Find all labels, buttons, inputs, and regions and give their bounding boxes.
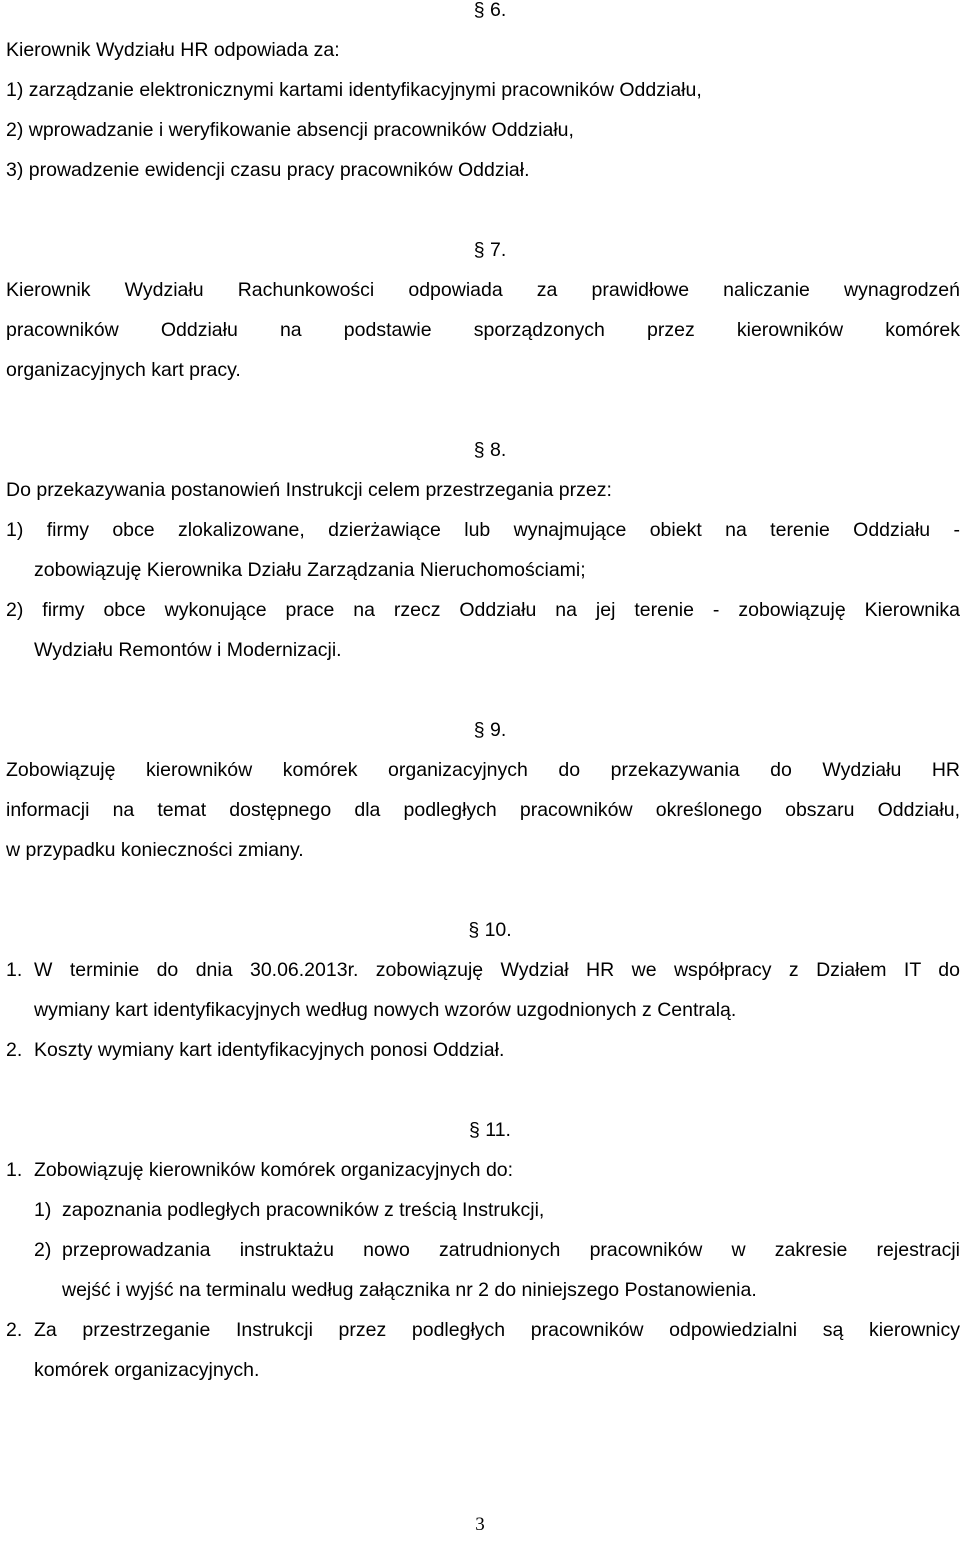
section-7-line-2: pracowników Oddziału na podstawie sporządzonych przez kierowników komórek — [6, 319, 960, 341]
section-7 — [6, 230, 960, 390]
section-11-point-1-line-1: Zobowiązuję kierowników komórek organizacyjnych do: — [34, 1159, 514, 1181]
section-10-heading: § 10. — [468, 919, 512, 941]
section-10 — [6, 910, 960, 1070]
section-8 — [6, 430, 960, 670]
section-8-item-2-line-1: 2) firmy obce wykonujące prace na rzecz Oddziału na jej terenie - zobowiązuję Kierownika — [6, 599, 960, 621]
section-10-point-2-line-1: Koszty wymiany kart identyfikacyjnych ponosi Oddział. — [34, 1039, 505, 1061]
section-11-point-2 — [6, 1310, 960, 1390]
section-8-heading: § 8. — [473, 439, 507, 461]
section-11-subpoint-2-line-1: przeprowadzania instruktażu nowo zatrudnionych pracowników w zakresie rejestracji — [62, 1239, 960, 1261]
section-11-point-2-number: 2. — [6, 1319, 23, 1341]
section-10-point-2 — [6, 1030, 960, 1070]
section-10-point-1-line-1: W terminie do dnia 30.06.2013r. zobowiązuję Wydział HR we współpracy z Działem IT do — [34, 959, 960, 981]
section-9-heading: § 9. — [473, 719, 507, 741]
section-9-line-2: informacji na temat dostępnego dla podległych pracowników określonego obszaru Oddziału, — [6, 799, 960, 821]
section-7-line-1: Kierownik Wydziału Rachunkowości odpowiada za prawidłowe naliczanie wynagrodzeń — [6, 279, 960, 301]
section-11-subpoint-2-number: 2) — [34, 1239, 52, 1261]
section-11-point-2-line-1: Za przestrzeganie Instrukcji przez podległych pracowników odpowiedzialni są kierownicy — [34, 1319, 960, 1341]
section-8-intro: Do przekazywania postanowień Instrukcji celem przestrzegania przez: — [6, 479, 612, 501]
section-11-heading: § 11. — [469, 1119, 511, 1141]
section-8-item-1-line-1: 1) firmy obce zlokalizowane, dzierżawiące lub wynajmujące obiekt na terenie Oddziału - — [6, 519, 960, 541]
section-6-intro: Kierownik Wydziału HR odpowiada za: — [6, 39, 340, 61]
section-6 — [6, 0, 960, 190]
section-10-point-1-line-2: wymiany kart identyfikacyjnych według nowych wzorów uzgodnionych z Centralą. — [34, 999, 737, 1021]
section-10-point-1 — [6, 950, 960, 1030]
section-9 — [6, 710, 960, 870]
section-11-point-2-line-2: komórek organizacyjnych. — [34, 1359, 260, 1381]
page-number: 3 — [475, 1514, 485, 1535]
section-6-item-3: 3) prowadzenie ewidencji czasu pracy pracowników Oddział. — [6, 159, 530, 181]
section-6-item-2: 2) wprowadzanie i weryfikowanie absencji pracowników Oddziału, — [6, 119, 574, 141]
section-9-line-1: Zobowiązuję kierowników komórek organizacyjnych do przekazywania do Wydziału HR — [6, 759, 960, 781]
section-10-point-2-number: 2. — [6, 1039, 23, 1061]
section-11 — [6, 1110, 960, 1390]
section-8-item-2-line-2: Wydziału Remontów i Modernizacji. — [34, 639, 342, 661]
section-8-item-1-line-2: zobowiązuję Kierownika Działu Zarządzania Nieruchomościami; — [34, 559, 586, 581]
section-11-subpoint-1-number: 1) — [34, 1199, 52, 1221]
section-7-heading: § 7. — [473, 239, 507, 261]
section-6-heading: § 6. — [473, 0, 507, 21]
section-11-subpoint-2-line-2: wejść i wyjść na terminalu według załącznika nr 2 do niniejszego Postanowienia. — [62, 1279, 757, 1301]
section-11-subpoint-2 — [34, 1230, 960, 1310]
section-11-point-1-number: 1. — [6, 1159, 23, 1181]
section-11-subpoint-1 — [34, 1190, 960, 1230]
section-6-item-1: 1) zarządzanie elektronicznymi kartami identyfikacyjnymi pracowników Oddziału, — [6, 79, 702, 101]
section-9-line-3: w przypadku konieczności zmiany. — [6, 839, 304, 861]
section-7-line-3: organizacyjnych kart pracy. — [6, 359, 241, 381]
section-11-point-1 — [6, 1150, 960, 1310]
section-11-subpoint-1-line-1: zapoznania podległych pracowników z treścią Instrukcji, — [62, 1199, 545, 1221]
section-10-point-1-number: 1. — [6, 959, 23, 981]
